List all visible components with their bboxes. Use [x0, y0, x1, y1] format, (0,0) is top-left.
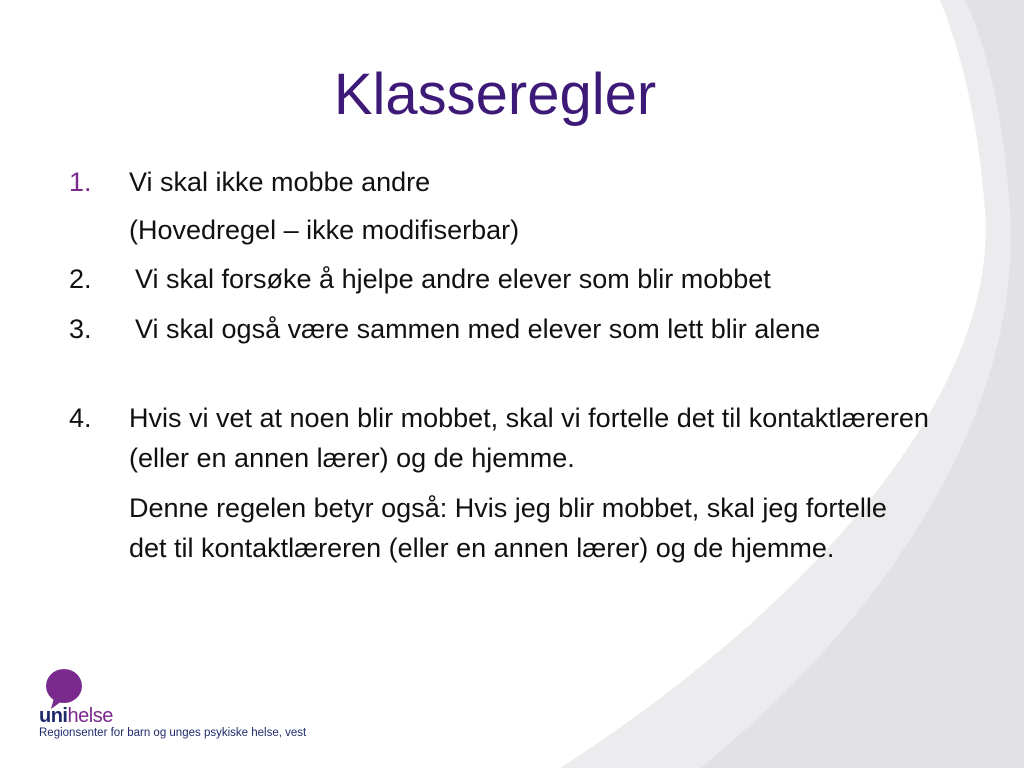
list-number: 1.	[69, 167, 92, 197]
list-number: 3.	[69, 314, 92, 344]
list-item	[0, 398, 960, 478]
logo-subtitle: Regionsenter for barn og unges psykiske helse, vest	[39, 727, 307, 739]
logo-word-uni: uni	[39, 705, 68, 727]
logo-wordmark	[39, 706, 113, 726]
list-text: Denne regelen betyr også: Hvis jeg blir mobbet, skal jeg fortelle det til kontaktlæreren (eller en annen lærer) og de hjemme.	[129, 493, 887, 563]
slide-title: Klasseregler	[333, 62, 657, 127]
list-item	[0, 309, 960, 389]
list-number: 4.	[69, 403, 92, 433]
list-text: Vi skal ikke mobbe andre	[129, 167, 431, 197]
list-item	[0, 210, 960, 250]
list-item	[0, 162, 960, 202]
unihelse-logo	[36, 668, 356, 748]
logo-word-helse: helse	[67, 705, 113, 727]
list-text: (Hovedregel – ikke modifiserbar)	[129, 215, 520, 245]
list-text	[129, 309, 919, 349]
speech-bubble-icon	[42, 668, 86, 710]
list-number: 2.	[69, 264, 92, 294]
list-text-content: Vi skal også være sammen med elever som lett blir alene	[135, 314, 821, 344]
list-item	[0, 488, 960, 608]
list-item	[0, 259, 960, 299]
list-text: Vi skal forsøke å hjelpe andre elever som blir mobbet	[135, 264, 771, 294]
list-text: Hvis vi vet at noen blir mobbet, skal vi fortelle det til kontaktlæreren (eller en annen lærer) og de hjemme.	[129, 403, 929, 473]
